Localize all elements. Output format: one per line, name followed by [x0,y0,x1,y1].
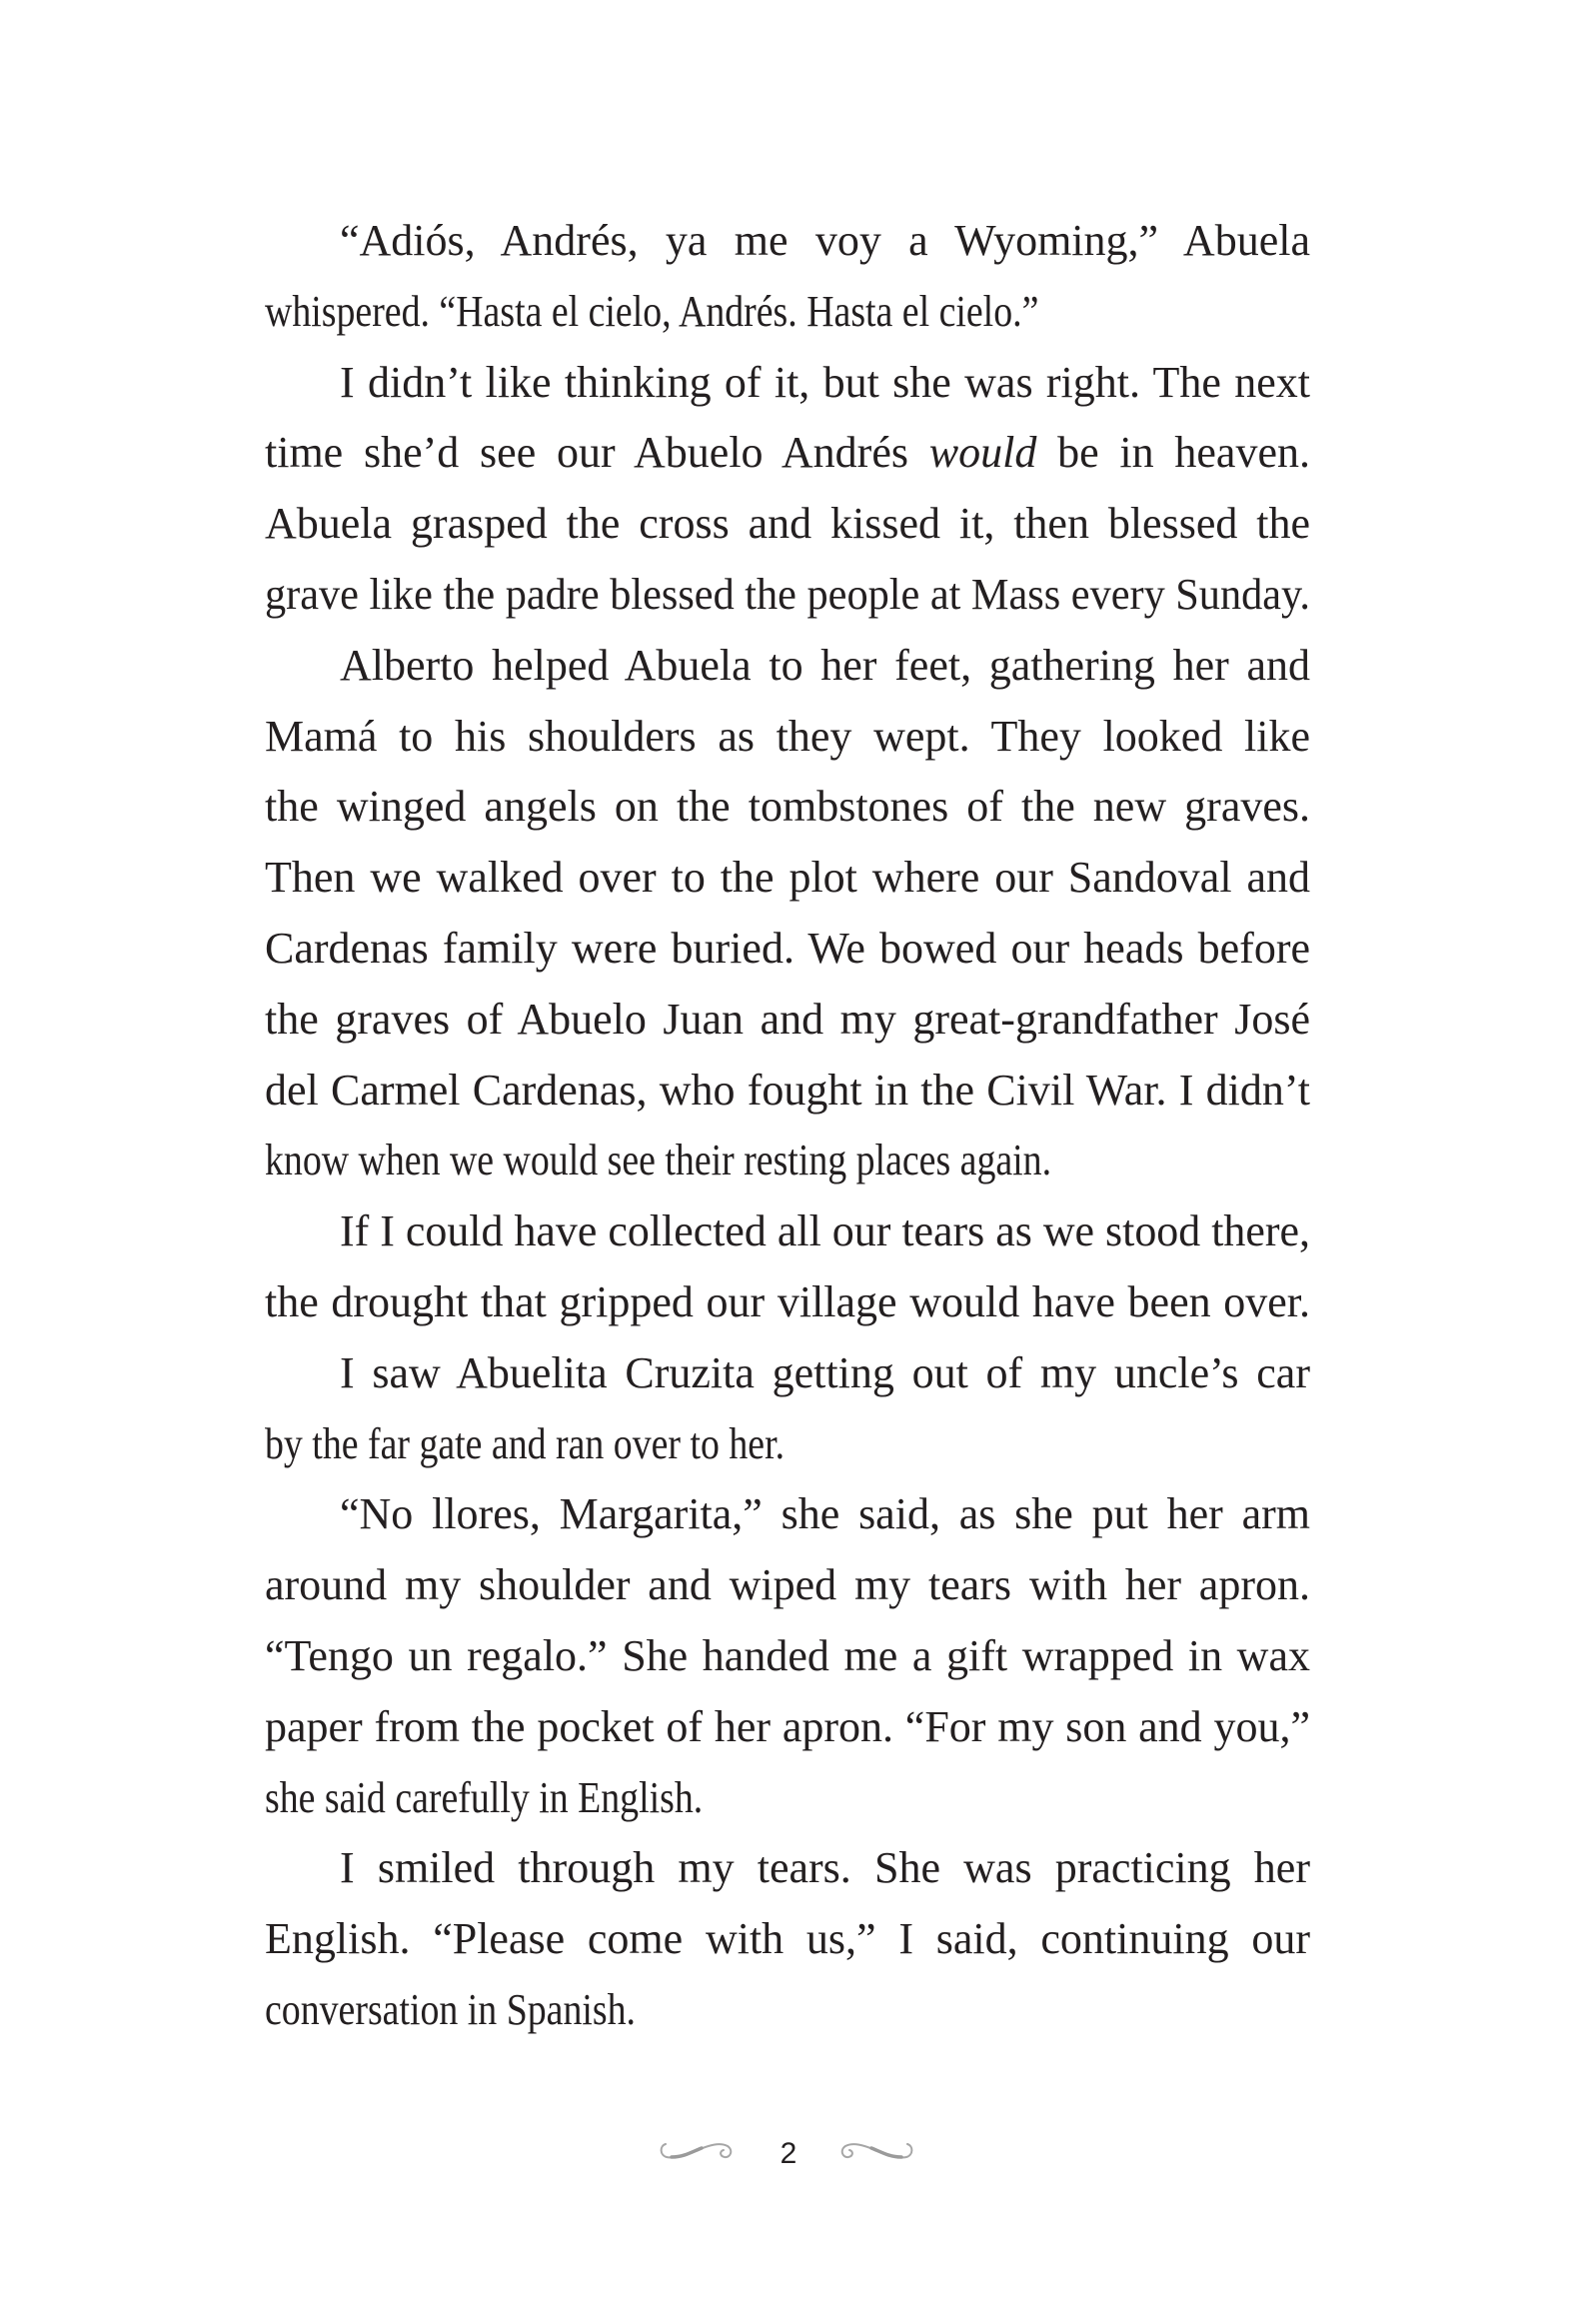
text-segment: Cardenas family were buried. We bowed our heads before [265,924,1310,973]
text-line [265,1980,636,2040]
text-line [265,423,1310,483]
text-segment: around my shoulder and wiped my tears with her apron. [265,1560,1310,1610]
text-line [265,1768,703,1828]
text-line [265,777,1310,837]
text-line [265,848,1310,908]
text-segment: the graves of Abuelo Juan and my great-grandfather José [265,994,1310,1044]
text-segment: Mamá to his shoulders as they wept. They looked like [265,711,1310,761]
italic-emphasis: would [928,428,1037,478]
swirl-ornament-left-icon [658,2138,736,2164]
text-segment: English. “Please come with us,” I said, continuing our [265,1914,1310,1964]
text-line [265,1272,1310,1332]
text-segment: time she’d see our Abuelo Andrés [265,428,929,478]
text-line [265,1555,1310,1615]
text-segment: paper from the pocket of her apron. “For my son and you,” [265,1701,1310,1751]
text-line [340,353,1310,413]
text-line [265,494,1310,554]
text-line [265,990,1310,1050]
text-line [265,1909,1310,1969]
text-line [265,565,1310,625]
text-line [265,919,1310,979]
text-segment: Abuela grasped the cross and kissed it, then blessed the [265,499,1310,549]
text-line [340,1838,1310,1898]
text-segment: “No llores, Margarita,” she said, as she put her arm [340,1489,1310,1539]
text-line [340,1343,1310,1403]
text-line [340,636,1310,696]
text-line [265,1626,1310,1686]
text-line [265,1131,1051,1190]
text-segment: conversation in Spanish. [265,1985,636,2034]
text-segment: Then we walked over to the plot where our Sandoval and [265,853,1310,903]
text-segment: grave like the padre blessed the people at Mass every Sunday. [265,570,1310,619]
text-line [340,1201,1310,1261]
text-segment: by the far gate and ran over to her. [265,1418,786,1468]
text-segment: I saw Abuelita Cruzita getting out of my uncle’s car [340,1347,1310,1397]
text-line [265,1061,1310,1121]
swirl-ornament-right-icon [837,2138,915,2164]
text-line [265,282,1038,342]
page-footer [0,2134,1574,2178]
text-segment: I didn’t like thinking of it, but she was right. The next [340,357,1310,407]
text-segment: whispered. “Hasta el cielo, Andrés. Hasta el cielo.” [265,286,1039,336]
text-segment: del Carmel Cardenas, who fought in the Civil War. I didn’t [265,1065,1310,1115]
text-segment: she said carefully in English. [265,1772,704,1822]
text-segment: know when we would see their resting places again. [265,1136,1052,1185]
text-segment: be in heaven. [1036,428,1310,478]
text-line [340,211,1310,271]
text-segment: “Adiós, Andrés, ya me voy a Wyoming,” Abuela [340,216,1310,265]
text-segment: If I could have collected all our tears as we stood there, [340,1206,1310,1256]
text-segment: “Tengo un regalo.” She handed me a gift wrapped in wax [265,1631,1310,1680]
text-segment: Alberto helped Abuela to her feet, gathering her and [340,640,1310,690]
text-segment: the drought that gripped our village would have been over. [265,1277,1310,1326]
text-line [340,1484,1310,1544]
text-line [265,1414,785,1474]
text-line [265,1697,1310,1757]
text-segment: the winged angels on the tombstones of the new graves. [265,782,1310,832]
text-segment: I smiled through my tears. She was practicing her [340,1843,1310,1893]
page-number: 2 [780,2137,797,2170]
text-line [265,707,1310,767]
